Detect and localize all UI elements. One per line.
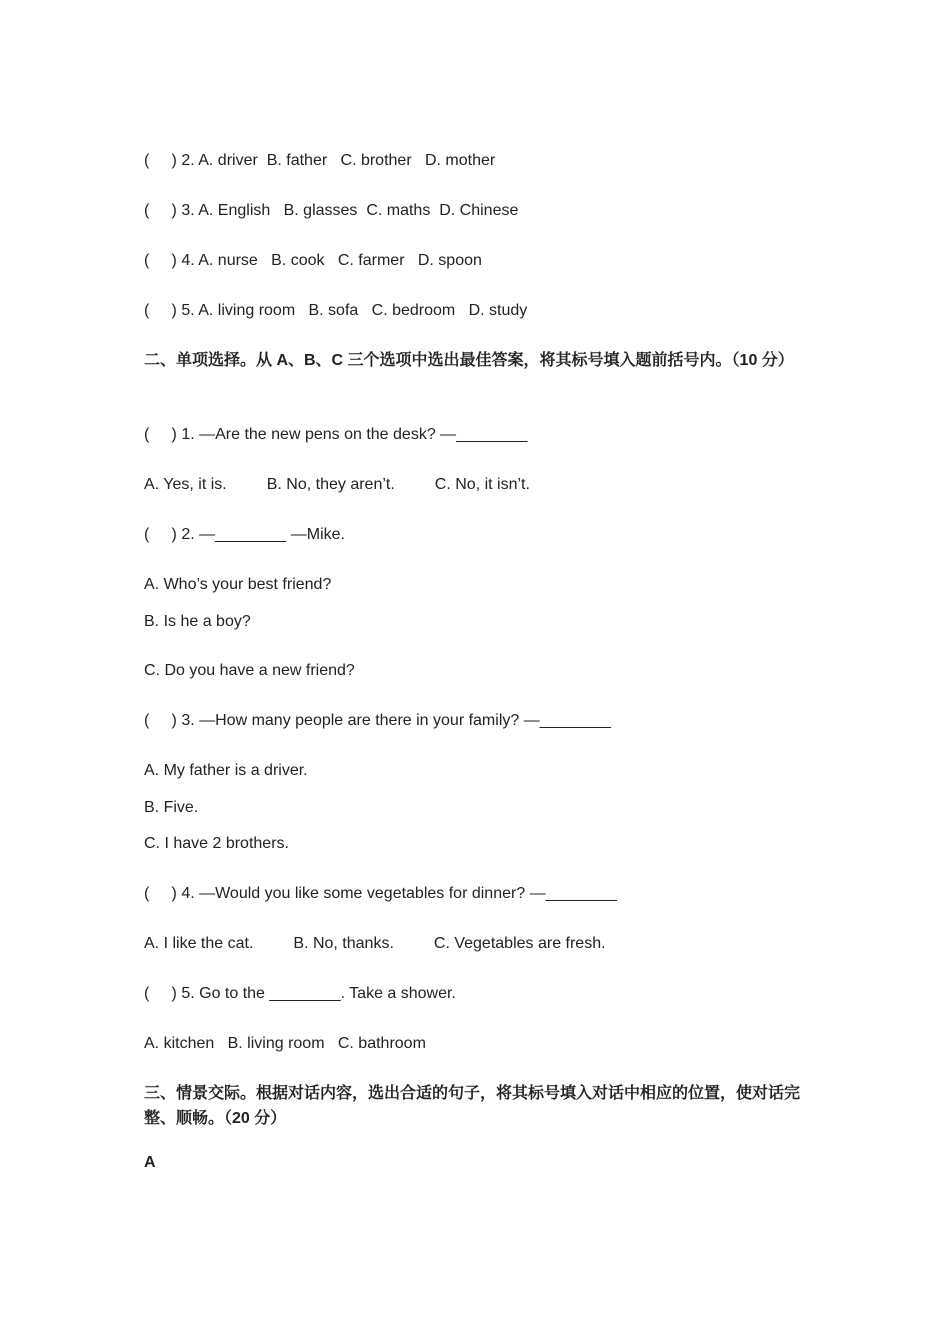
s2-q1-options: A. Yes, it is. B. No, they aren’t. C. No, it isn’t. (144, 476, 530, 493)
s2-q2-option-a: A. Who’s your best friend? (144, 576, 332, 593)
s2-q2-option-c: C. Do you have a new friend? (144, 662, 355, 679)
s2-q3-stem: ( ) 3. —How many people are there in your family? —________ (144, 712, 611, 729)
s1-question-2: ( ) 2. A. driver B. father C. brother D. mother (144, 152, 496, 169)
s2-q3-option-c: C. I have 2 brothers. (144, 835, 289, 852)
section-2-heading: 二、单项选择。从 A、B、C 三个选项中选出最佳答案，将其标号填入题前括号内。（10 分） (144, 352, 794, 369)
s2-q1-stem: ( ) 1. —Are the new pens on the desk? —________ (144, 426, 528, 443)
s1-question-4: ( ) 4. A. nurse B. cook C. farmer D. spoon (144, 252, 482, 269)
s2-q5-stem: ( ) 5. Go to the ________. Take a shower. (144, 985, 456, 1002)
s2-q2-option-b: B. Is he a boy? (144, 613, 251, 630)
section-3-part-label: A (144, 1154, 156, 1171)
s2-q3-option-b: B. Five. (144, 799, 199, 816)
section-3-heading: 三、情景交际。根据对话内容，选出合适的句子，将其标号填入对话中相应的位置，使对话完整、顺畅。（20 分） (144, 1085, 801, 1127)
s1-question-5: ( ) 5. A. living room B. sofa C. bedroom D. study (144, 302, 528, 319)
s1-question-3: ( ) 3. A. English B. glasses C. maths D. Chinese (144, 202, 519, 219)
s2-q2-stem: ( ) 2. —________ —Mike. (144, 526, 345, 543)
s2-q5-options: A. kitchen B. living room C. bathroom (144, 1035, 426, 1052)
s2-q4-stem: ( ) 4. —Would you like some vegetables for dinner? —________ (144, 885, 617, 902)
s2-q4-options: A. I like the cat. B. No, thanks. C. Vegetables are fresh. (144, 935, 606, 952)
s2-q3-option-a: A. My father is a driver. (144, 762, 308, 779)
